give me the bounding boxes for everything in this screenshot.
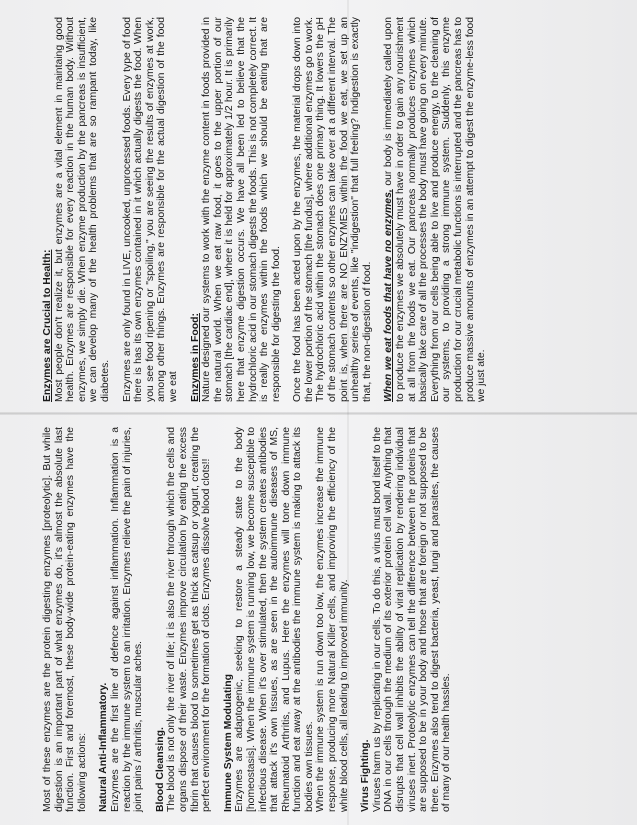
body-enzymes-in-food: Nature designed our systems to work with the enzyme content in foods provided in the natural world. When we eat raw food, it goes to the upper portion of our stomach [the cardiac end], where it is held for approximately 1/2 hour. It is primarily here that enzyme digestion occurs. We have all been led to believe that the hydrochloric acid in our stomach digests the foods. This is not completely correct. It is really the enzymes within the foods which we should be eating that are responsible for digesting the food. xyxy=(201,17,282,402)
body-no-enzymes: our body is immediately called upon to produce the enzymes we absolutely must have in order to gain any nourishment at all from the foods we eat. Our pancreas normally produces enzymes which basically take care of all the processes the body must have going on every minute. Everything from our cells being able to live and produce energy, to the cleaning of our systems, to providing a strong immune system. Suddenly, this enzyme production for our crucial metabolic functions is interrupted and the pancreas has to produce massive amounts of enzymes in an attempt to digest the enzyme-less food we just ate. xyxy=(383,17,488,402)
heading-immune-system: Immune System Modulating xyxy=(222,674,234,812)
section-virus-fighting xyxy=(360,427,453,812)
section-blood-cleansing xyxy=(155,427,213,812)
heading-blood-cleansing: Blood Cleansing. xyxy=(154,727,166,812)
paragraph-immune-boost: When the immune system is run down too low, the enzymes increase the immune response, producing more Natural Killer cells, and improving the efficiency of the white blood cells, all leading to improved immunity. xyxy=(315,427,350,812)
heading-virus-fighting: Virus Fighting. xyxy=(360,739,372,812)
lead-no-enzymes: When we eat foods that have no enzymes, xyxy=(383,189,395,402)
paragraph-live-foods: Enzymes are only found in LIVE, uncooked, unprocessed foods. Every type of food there is has its own enzymes contained in it which actually digests the food. When you see food ripening or "spoiling," you are seeing the results of enzymes at work, among other things. Enzymes are responsible for the actual digestion of the food we eat xyxy=(121,17,179,402)
panel-top xyxy=(42,17,498,402)
paragraph-no-enzymes xyxy=(383,17,487,402)
paragraph-intro: Most of these enzymes are the protein digesting enzymes [proteolytic]. But while digestion is an important part of what enzymes do, it's almost the absolute last function. First and foremost, these body-wide protein-eating enzymes have the following actions: xyxy=(42,427,88,812)
section-immune-system xyxy=(223,427,316,812)
body-blood-cleansing: The blood is not only the river of life; it is also the river through which the cells and organs dispose of their waste. Enzymes improve circulation by eating the excess fibrin that causes blood to sometimes get as thick as catsup or yogurt, creating the perfect environment for the formation of clots. Enzymes dissolve blood clots!! xyxy=(166,427,213,812)
section-enzymes-in-food xyxy=(190,17,283,402)
section-anti-inflammatory xyxy=(98,427,144,812)
heading-anti-inflammatory: Natural Anti-Inflammatory. xyxy=(98,682,110,812)
panel-bottom xyxy=(42,427,463,812)
heading-enzymes-crucial: Enzymes are Crucial to Health: xyxy=(42,249,53,402)
body-enzymes-crucial: Most people don't realize it, but enzymes are a vital element in maintaing good health. Enzymes are responsible for every reaction in the human body. Without enzymes, we simply die. When enzyme production by the pancreas is insufficient, we can develop many of the health problems that are so rampant today, like diabetes. xyxy=(53,17,111,402)
body-anti-inflammatory: Enzymes are the first line of defence against inflammation. Inflammation is a reaction by the immune system to an irritation. Enzymes relieve the pain of injuries, joint pains / arthritis, muscular aches. xyxy=(109,427,145,812)
body-virus-fighting: Viruses harm us by replicating in our cells. To do this, a virus must bond itself to the DNA in our cells through the medium of its exterior protein cell wall. Anything that disrupts that cell wall inhibits the ability of viral replication by rendering individual viruses inert. Proteolytic enzymes can tell the difference between the proteins that are supposed to be in your body and those that are foreign or not supposed to be there. Enzymes also tend to digest bacteria, yeast, fungi and parasites, the causes of many of our health hassles. xyxy=(371,427,453,812)
fold-line-horizontal xyxy=(0,412,637,415)
paragraph-stomach-process: Once the food has been acted upon by the enzymes, the material drops down into the lower portion of the stomach [the fundus], where additional enzymes go to work. The hydrochloric acid within the stomach does one primary thing. It lowers the pH of the stomach contents so other enzymes can take over at a different interval. The point is, when there are NO ENZYMES within the food we eat, we set up an unhealthy series of events, like "indigestion" that full feeling? Indigestion is exactly that, the non-digestion of food. xyxy=(292,17,373,402)
heading-enzymes-in-food: Enzymes in Food: xyxy=(189,313,201,402)
section-enzymes-crucial xyxy=(42,17,112,402)
body-immune-system: Enzymes are adaptogenic, seeking to restore a steady state to the body [homeostasis]. When the immune system is running low, we become susceptible to infectious disease. When it's over stimulated, then the system creates antibodies that attack it's own tissues, as are seen in the autoimmune diseases of MS, Rheumatoid Arthritis, and Lupus. Here the enzymes will tone down immune function and eat away at the antibodies the immune system is making to attack its bodies own tissues. xyxy=(234,427,315,812)
